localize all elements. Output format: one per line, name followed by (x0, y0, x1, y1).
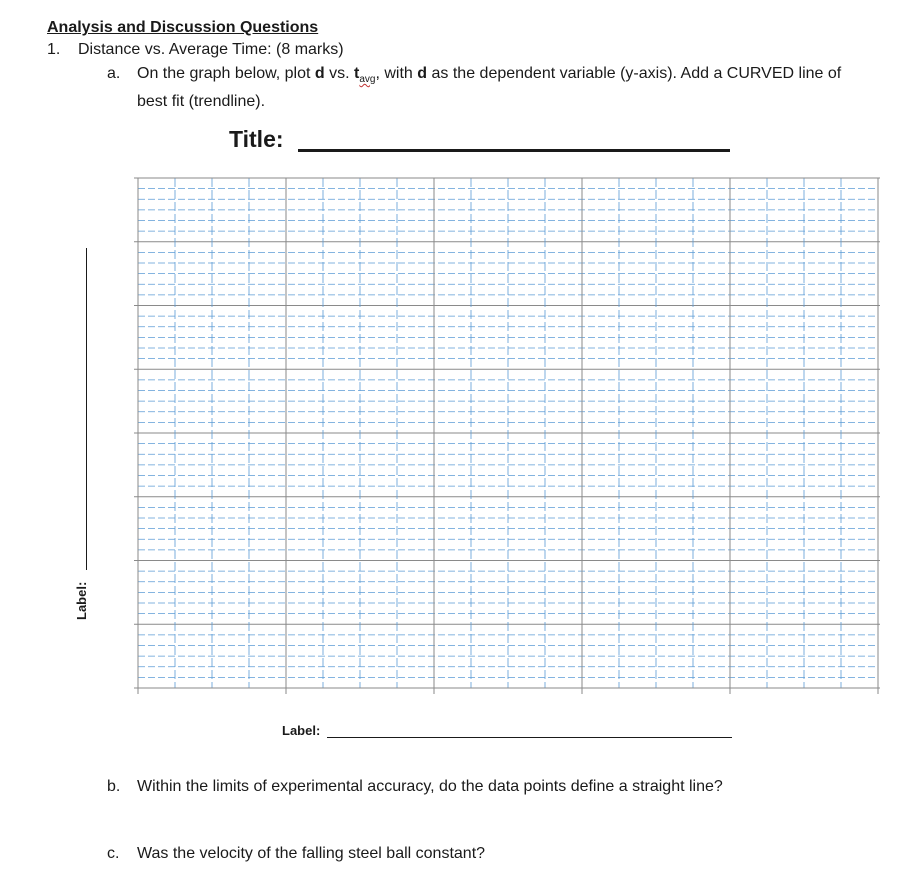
section-heading: Analysis and Discussion Questions (47, 19, 319, 36)
y-axis-label: Label: (74, 581, 89, 620)
y-axis-label-blank[interactable] (86, 248, 87, 570)
question-1a-text: On the graph below, plot d vs. $t_{avg}$, with d as the dependent variable (y-axis). Add a CURVED line of best fit (trendline). (137, 65, 842, 111)
graph-title-label: Title: (229, 126, 284, 152)
question-1-text: Distance vs. Average Time: (8 marks) (78, 41, 344, 58)
graph-grid[interactable] (130, 172, 882, 699)
graph-title-blank[interactable] (298, 149, 730, 152)
question-1c-letter: c. (107, 845, 120, 862)
question-1b (107, 778, 723, 796)
x-axis-label: Label: (282, 723, 321, 738)
x-axis-label-blank[interactable] (327, 737, 732, 738)
graph-paper[interactable] (130, 172, 882, 694)
question-1-number: 1. (47, 41, 61, 58)
question-1a-letter: a. (107, 65, 121, 82)
question-1b-letter: b. (107, 778, 121, 795)
question-1 (47, 41, 344, 59)
question-1c-text: Was the velocity of the falling steel ball constant? (137, 845, 486, 862)
question-1b-text: Within the limits of experimental accuracy, do the data points define a straight line? (137, 778, 723, 795)
question-1c (107, 845, 485, 863)
